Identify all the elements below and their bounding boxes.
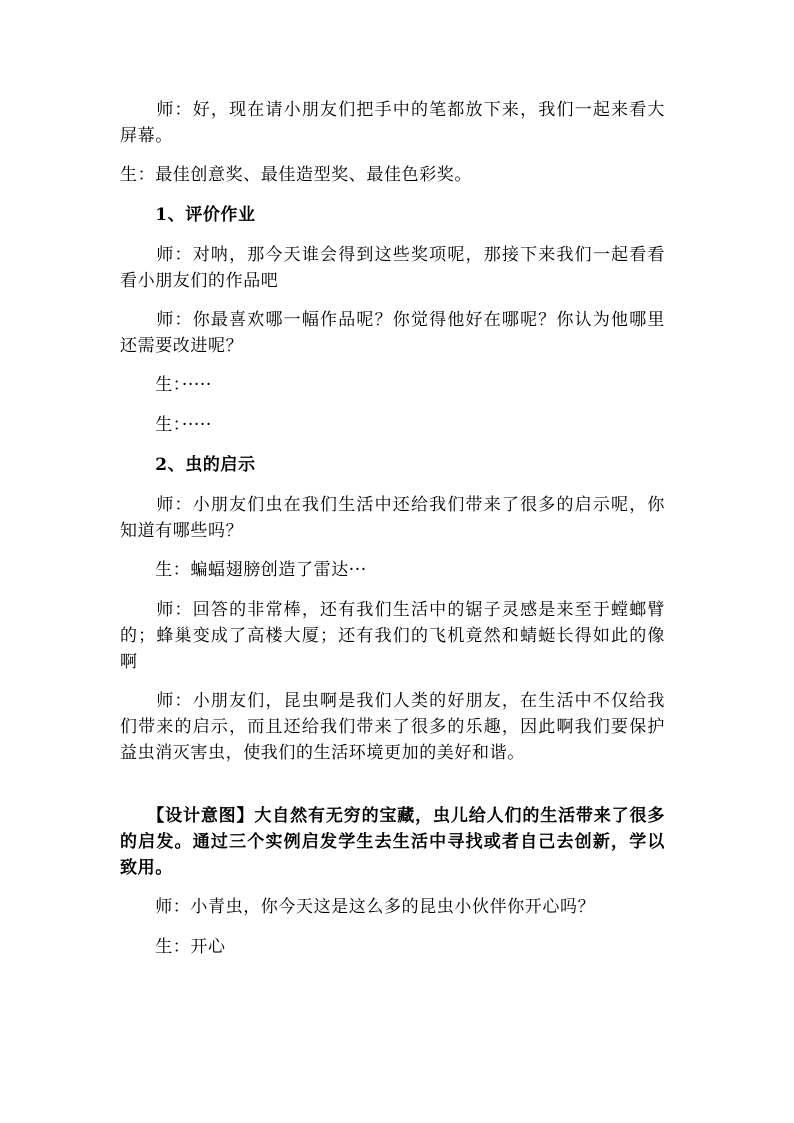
paragraph-teacher-put-down-pens: 师：好，现在请小朋友们把手中的笔都放下来，我们一起来看大屏幕。 [120, 100, 665, 146]
paragraph-student-happy: 生：开心 [120, 937, 226, 957]
paragraph-teacher-happy-question: 师：小青虫，你今天这是这么多的昆虫小伙伴你开心吗？ [120, 897, 596, 917]
paragraph-teacher-favorite-work: 师：你最喜欢哪一幅作品呢？你觉得他好在哪呢？你认为他哪里还需要改进呢？ [120, 310, 665, 356]
paragraph-student-answer-2: 生：····· [120, 415, 212, 435]
paragraph-student-awards: 生：最佳创意奖、最佳造型奖、最佳色彩奖。 [120, 165, 472, 185]
paragraph-design-intent: 【设计意图】大自然有无穷的宝藏，虫儿给人们的生活带来了很多的启发。通过三个实例启发学生去生活中寻找或者自己去创新，学以致用。 [120, 806, 665, 878]
heading-evaluate-work: 1、评价作业 [120, 205, 256, 225]
paragraph-teacher-inspiration-question: 师：小朋友们虫在我们生活中还给我们带来了很多的启示呢，你知道有哪些吗？ [120, 495, 665, 541]
paragraph-student-answer-1: 生：····· [120, 375, 212, 395]
paragraph-teacher-examples: 师：回答的非常棒，还有我们生活中的锯子灵感是来至于螳螂臂的；蜂巢变成了高楼大厦；还有我们的飞机竟然和蜻蜓长得如此的像啊 [120, 600, 665, 672]
paragraph-student-bat-radar: 生：蝙蝠翅膀创造了雷达··· [120, 560, 367, 580]
heading-insect-inspiration: 2、虫的启示 [120, 455, 256, 475]
paragraph-teacher-who-wins: 师：对呐，那今天谁会得到这些奖项呢，那接下来我们一起看看看小朋友们的作品吧 [120, 245, 665, 291]
paragraph-teacher-protect-insects: 师：小朋友们，昆虫啊是我们人类的好朋友，在生活中不仅给我们带来的启示，而且还给我们带来了很多的乐趣，因此啊我们要保护益虫消灭害虫，使我们的生活环境更加的美好和谐。 [120, 691, 665, 763]
